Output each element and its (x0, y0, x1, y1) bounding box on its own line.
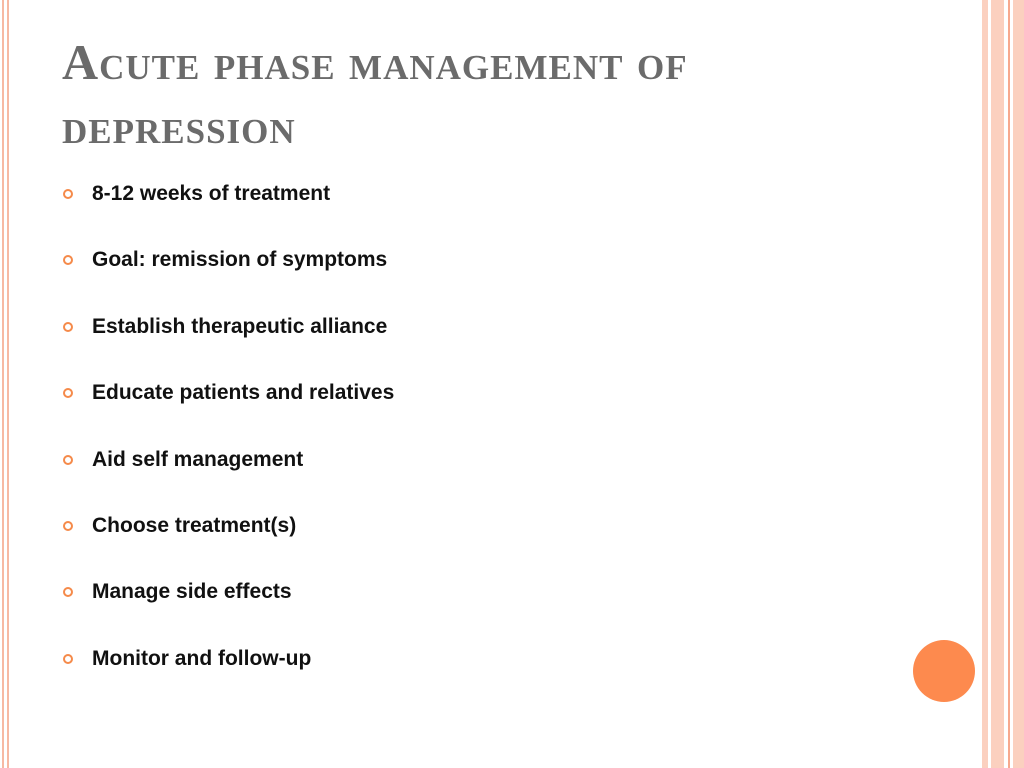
bullet-text: Monitor and follow-up (92, 646, 312, 670)
right-border-stripe (1013, 0, 1024, 768)
bullet-item (60, 176, 394, 242)
bullet-list (60, 176, 394, 707)
left-border-line (7, 0, 9, 768)
bullet-text: Aid self management (92, 447, 304, 471)
bullet-text: Choose treatment(s) (92, 513, 297, 537)
bullet-item (60, 641, 394, 707)
ring-bullet-icon (63, 255, 73, 265)
right-border-stripe (991, 0, 1004, 768)
ring-bullet-icon (63, 521, 73, 531)
ring-bullet-icon (63, 455, 73, 465)
bullet-item (60, 508, 394, 574)
ring-bullet-icon (63, 322, 73, 332)
ring-bullet-icon (63, 587, 73, 597)
bullet-item (60, 574, 394, 640)
ring-bullet-icon (63, 388, 73, 398)
ring-bullet-icon (63, 654, 73, 664)
bullet-text: Establish therapeutic alliance (92, 314, 388, 338)
ring-bullet-icon (63, 189, 73, 199)
bullet-text: Educate patients and relatives (92, 381, 395, 405)
left-border-line (2, 0, 4, 768)
bullet-text: Goal: remission of symptoms (92, 248, 388, 272)
bullet-item (60, 375, 394, 441)
orange-circle-decoration (913, 640, 975, 702)
bullet-text: 8-12 weeks of treatment (92, 182, 331, 205)
bullet-item (60, 442, 394, 508)
right-border-stripe (982, 0, 988, 768)
slide-title: Acute phase management of depression (62, 34, 688, 154)
bullet-item (60, 309, 394, 375)
right-border-line (1008, 0, 1010, 768)
bullet-text: Manage side effects (92, 580, 292, 604)
bullet-item (60, 242, 394, 308)
